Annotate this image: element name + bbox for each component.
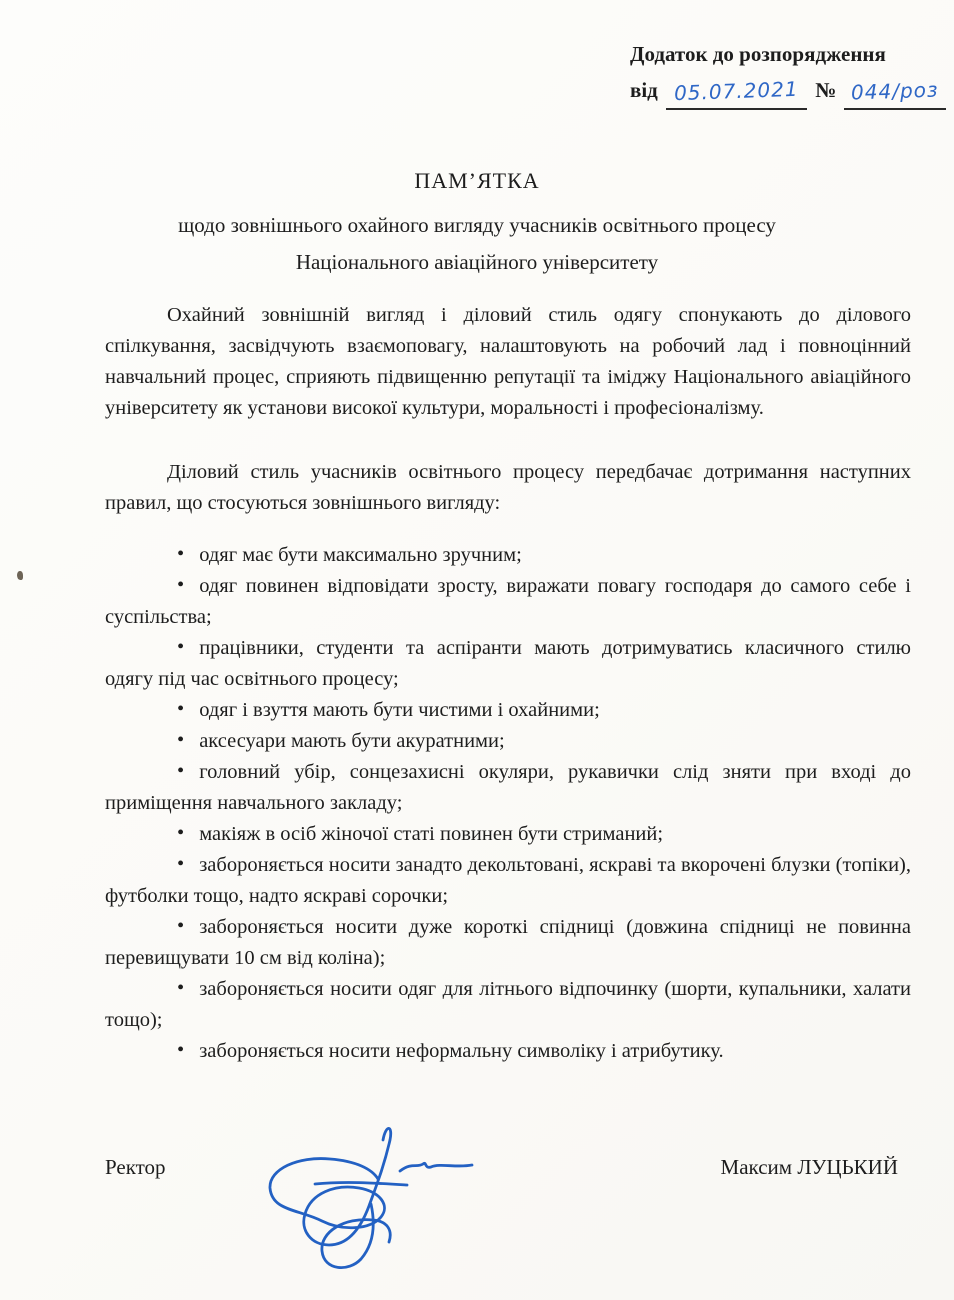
list-item: [105, 850, 911, 912]
signature-scribble-icon: [263, 1118, 487, 1288]
list-item-text: одяг повинен відповідати зросту, виражати повагу господаря до самого себе і суспільства;: [105, 575, 911, 628]
title-block: [0, 168, 954, 281]
list-item-text: забороняється носити дуже короткі спідниці (довжина спідниці не повинна перевищувати 10 см від коліна);: [105, 916, 911, 969]
from-label: від: [630, 78, 658, 102]
list-item-text: забороняється носити одяг для літнього відпочинку (шорти, купальники, халати тощо);: [105, 978, 911, 1031]
bullet-icon: •: [177, 1039, 185, 1061]
annex-header: [630, 36, 946, 110]
handwritten-number: 044/роз: [851, 77, 940, 105]
paragraph-intro: Охайний зовнішній вигляд і діловий стиль одягу спонукають до ділового спілкування, засвідчують взаємоповагу, налаштовують на робочий лад і повноцінний навчальний процес, сприяють підвищенню репутації та іміджу Національного авіаційного університету як установи високої культури, моральності і професіоналізму.: [105, 304, 911, 419]
list-item-text: забороняється носити занадто декольтовані, яскраві та вкорочені блузки (топіки), футболки тощо, надто яскраві сорочки;: [105, 854, 911, 907]
list-item: [105, 540, 911, 571]
list-item-text: одяг має бути максимально зручним;: [199, 544, 522, 566]
handwritten-date: 05.07.2021: [673, 76, 800, 106]
bullet-icon: •: [177, 853, 185, 875]
list-item: [105, 757, 911, 819]
bullet-icon: •: [177, 915, 185, 937]
bullet-icon: •: [177, 636, 185, 658]
list-item: [105, 695, 911, 726]
signer-position-label: Ректор: [105, 1155, 166, 1179]
signer-name: Максим ЛУЦЬКИЙ: [720, 1155, 898, 1179]
list-item: [105, 912, 911, 974]
bullet-icon: •: [177, 574, 185, 596]
document-subtitle-line2: Національного авіаційного університету: [295, 250, 659, 274]
list-item: [105, 726, 911, 757]
annex-header-line1: Додаток до розпорядження: [630, 42, 886, 66]
scan-speck: [17, 571, 23, 580]
list-item-text: працівники, студенти та аспіранти мають дотримуватись класичного стилю одягу під час освітнього процесу;: [105, 637, 911, 690]
date-blank-line: [666, 72, 807, 110]
bullet-icon: •: [177, 760, 185, 782]
list-item-text: забороняється носити неформальну символіку і атрибутику.: [199, 1040, 724, 1062]
list-item: [105, 633, 911, 695]
bullet-icon: •: [177, 698, 185, 720]
bullet-icon: •: [177, 729, 185, 751]
bullet-icon: •: [177, 822, 185, 844]
list-item: [105, 819, 911, 850]
number-blank-line: [844, 72, 946, 110]
number-sign: №: [815, 78, 837, 102]
document-title: ПАМ’ЯТКА: [414, 168, 540, 193]
paragraph-rules-lead: Діловий стиль учасників освітнього процесу передбачає дотримання наступних правил, що стосуються зовнішнього вигляду:: [105, 461, 911, 514]
bullet-icon: •: [177, 977, 185, 999]
list-item: [105, 974, 911, 1036]
list-item-text: макіяж в осіб жіночої статі повинен бути стриманий;: [199, 823, 664, 845]
list-item-text: одяг і взуття мають бути чистими і охайними;: [199, 699, 600, 721]
list-item: [105, 1036, 911, 1067]
list-item-text: аксесуари мають бути акуратними;: [199, 730, 505, 752]
annex-header-line2: [630, 72, 946, 110]
list-item: [105, 571, 911, 633]
document-subtitle-line1: щодо зовнішнього охайного вигляду учасників освітнього процесу: [178, 213, 776, 237]
list-item-text: головний убір, сонцезахисні окуляри, рукавички слід зняти при вході до приміщення навчального закладу;: [105, 761, 911, 814]
bullet-icon: •: [177, 543, 185, 565]
document-body: [105, 300, 911, 1067]
